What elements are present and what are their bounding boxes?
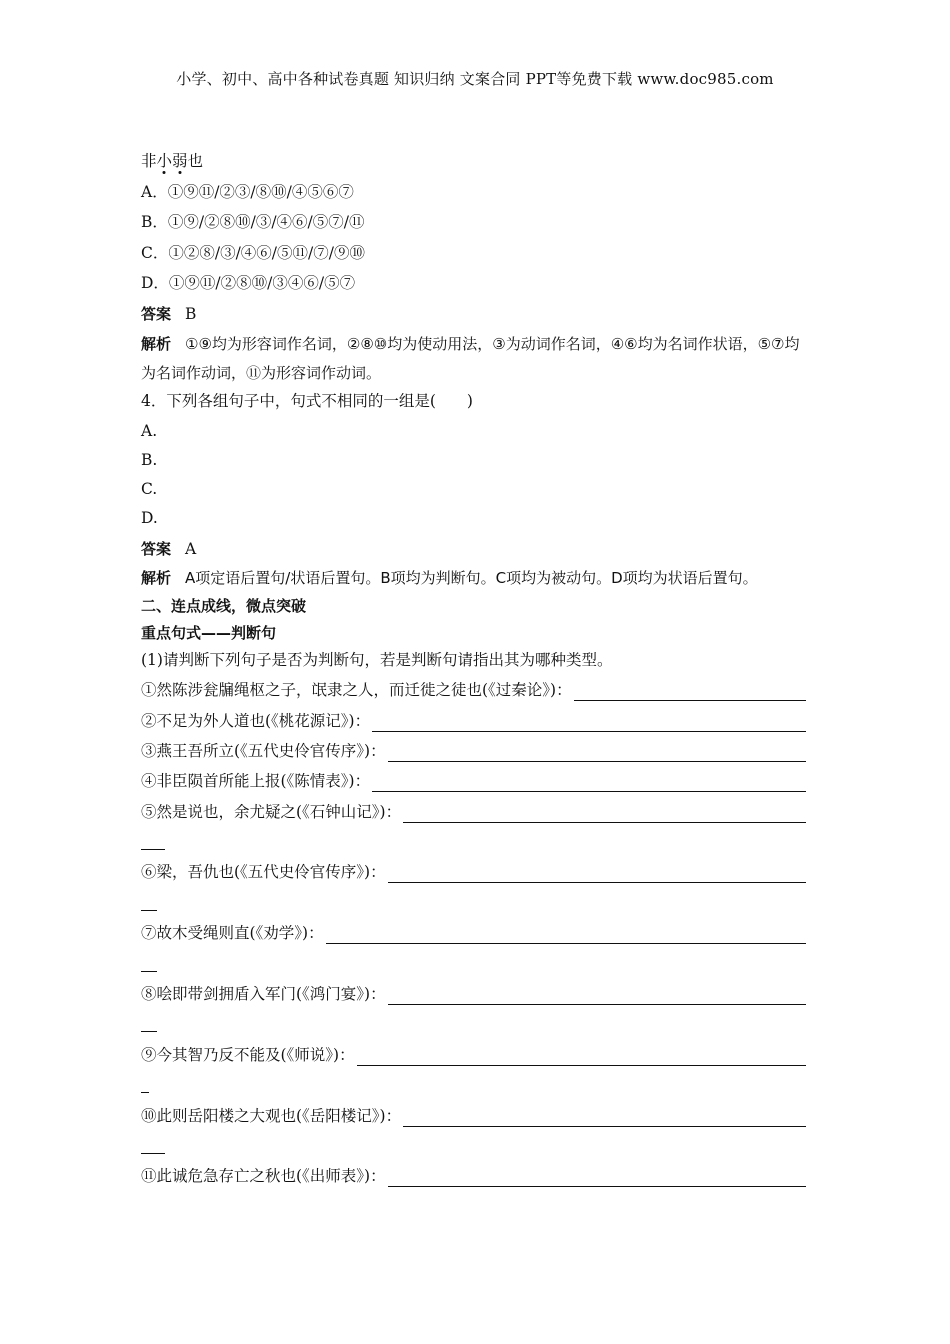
q3-stem-tail (141, 150, 806, 172)
exercise-text: ⑪此诚危急存亡之秋也(《出师表》)： (141, 1167, 386, 1186)
section-title: 二、连点成线，微点突破 (141, 597, 307, 616)
answer-blank[interactable] (326, 926, 806, 944)
exercise-text: ⑦故木受绳则直(《劝学》)： (141, 924, 324, 943)
q3-option-a: A．①⑨⑪/②③/⑧⑩/④⑤⑥⑦ (141, 182, 354, 201)
q3-option-d: D．①⑨⑪/②⑧⑩/③④⑥/⑤⑦ (141, 274, 356, 293)
exercise-item (141, 679, 806, 701)
q4-stem: 4．下列各组句子中，句式不相同的一组是( ) (141, 391, 473, 410)
q3-option-b: B．①⑨/②⑧⑩/③/④⑥/⑤⑦/⑪ (141, 213, 365, 232)
exercise-item (141, 1105, 806, 1127)
document-body (141, 150, 806, 1196)
stem-char: 非 (141, 152, 157, 170)
answer-blank[interactable] (388, 744, 806, 762)
exercise-text: ⑤然是说也，余尤疑之(《石钟山记》)： (141, 802, 402, 821)
answer-blank-continuation[interactable] (141, 953, 806, 975)
exercise-item (141, 983, 806, 1005)
exercise-text: ④非臣陨首所能上报(《陈情表》)： (141, 772, 371, 791)
answer-blank[interactable] (403, 805, 806, 823)
answer-blank-continuation[interactable] (141, 1013, 806, 1035)
exercise-text: ⑥梁，吾仇也(《五代史伶官传序》)： (141, 863, 386, 882)
answer-blank-continuation[interactable] (141, 1074, 806, 1096)
answer-blank[interactable] (574, 683, 806, 701)
section-instruction: (1)请判断下列句子是否为判断句，若是判断句请指出其为哪种类型。 (141, 650, 613, 669)
exercise-text: ⑨今其智乃反不能及(《师说》)： (141, 1045, 355, 1064)
exercise-text: ⑩此则岳阳楼之大观也(《岳阳楼记》)： (141, 1106, 402, 1125)
answer-blank[interactable] (357, 1048, 806, 1066)
q3-option-c: C．①②⑧/③/④⑥/⑤⑪/⑦/⑨⑩ (141, 243, 365, 262)
exercise-item (141, 861, 806, 883)
answer-blank[interactable] (372, 714, 806, 732)
emphasized-char: 弱 (172, 152, 188, 170)
page-header: 小学、初中、高中各种试卷真题 知识归纳 文案合同 PPT等免费下载 www.doc985.com (176, 70, 774, 88)
q3-analysis (141, 330, 806, 388)
emphasized-char: 小 (156, 152, 173, 170)
q3-answer (141, 303, 806, 325)
analysis-text: ①⑨均为形容词作名词，②⑧⑩均为使动用法，③为动词作名词，④⑥均为名词作状语，⑤⑦均为名词作动词，⑪为形容词作动词。 (141, 334, 800, 382)
exercise-item (141, 801, 806, 823)
answer-blank[interactable] (372, 774, 806, 792)
exercise-item (141, 922, 806, 944)
answer-label: 答案 (141, 304, 172, 323)
analysis-label: 解析 (141, 334, 172, 353)
answer-label: 答案 (141, 539, 172, 558)
stem-char: 也 (187, 152, 204, 170)
section-subtitle: 重点句式——判断句 (141, 623, 277, 642)
answer-blank-continuation[interactable] (141, 1135, 806, 1157)
exercise-item (141, 710, 806, 732)
exercise-item (141, 1044, 806, 1066)
q4-analysis (141, 564, 806, 593)
q4-option-b: B. (141, 451, 158, 470)
answer-blank[interactable] (388, 865, 806, 883)
exercise-text: ⑧哙即带剑拥盾入军门(《鸿门宴》)： (141, 985, 386, 1004)
exercise-text: ③燕王吾所立(《五代史伶官传序》)： (141, 741, 386, 760)
answer-blank-continuation[interactable] (141, 831, 806, 853)
q4-option-c: C. (141, 480, 158, 499)
q4-option-d: D. (141, 509, 158, 528)
exercise-text: ②不足为外人道也(《桃花源记》)： (141, 711, 371, 730)
answer-value: B (185, 304, 197, 323)
answer-blank[interactable] (388, 1169, 806, 1187)
answer-value: A (185, 539, 197, 558)
answer-blank[interactable] (388, 987, 806, 1005)
exercise-item (141, 740, 806, 762)
q4-option-a: A. (141, 422, 158, 441)
q4-answer (141, 538, 806, 560)
analysis-label: 解析 (141, 569, 172, 588)
answer-blank[interactable] (403, 1109, 806, 1127)
answer-blank-continuation[interactable] (141, 892, 806, 914)
analysis-text: A项定语后置句/状语后置句。B项均为判断句。C项均为被动句。D项均为状语后置句。 (185, 569, 758, 588)
exercise-text: ①然陈涉瓮牖绳枢之子，氓隶之人，而迁徙之徒也(《过秦论》)： (141, 681, 572, 700)
exercise-item (141, 1165, 806, 1187)
exercise-item (141, 770, 806, 792)
